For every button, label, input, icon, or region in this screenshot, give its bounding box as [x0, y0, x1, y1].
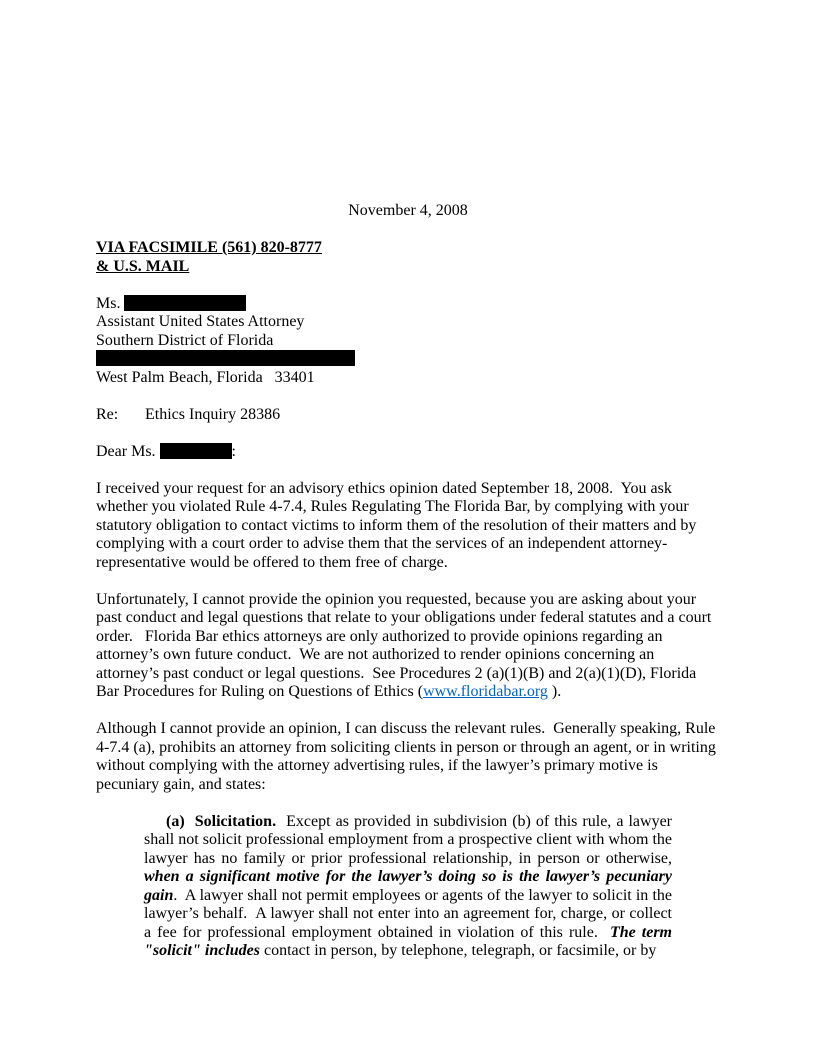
paragraph-3: Although I cannot provide an opinion, I can discuss the relevant rules. Generally speaking, Rule 4-7.4 (a), prohibits an attorney from soliciting clients in person or through an agent, or in writing without complying with the attorney advertising rules, if the lawyer’s primary motive is pecuniary gain, and states:: [96, 720, 720, 793]
recipient-name-prefix: Ms.: [96, 294, 125, 312]
recipient-org-line: Southern District of Florida: [96, 331, 274, 349]
floridabar-link[interactable]: www.floridabar.org: [423, 683, 548, 700]
letter-date: November 4, 2008: [348, 202, 468, 219]
recipient-address-block: [96, 295, 720, 388]
quote-solicit-definition-emphasis: The term "solicit" includes: [144, 923, 677, 959]
greeting-colon: :: [231, 442, 236, 460]
quote-run-1: Except as provided in subdivision (b) of this rule, a lawyer shall not solicit professional employment from a prospective client with whom the lawyer has no family or prior professional relationship, in person or otherwise,: [144, 812, 677, 867]
greeting-line: [96, 443, 720, 462]
re-line: [96, 406, 720, 425]
quote-run-3: . A lawyer shall not permit employees or agents of the lawyer to solicit in the lawyer’s behalf. A lawyer shall not enter into an agreement for, charge, or collect a fee for professional employment obtained in violation of this rule.: [144, 886, 676, 941]
redaction-box-address: [96, 350, 355, 366]
recipient-name-line: [96, 295, 720, 314]
via-us-mail-line: & U.S. MAIL: [96, 257, 190, 275]
quote-pecuniary-gain-emphasis: when a significant motive for the lawyer’s doing so is the lawyer’s pecuniary gain: [144, 868, 676, 904]
recipient-city-line: West Palm Beach, Florida 33401: [96, 368, 315, 386]
re-label: Re:: [96, 405, 119, 423]
via-facsimile-line: VIA FACSIMILE (561) 820-8777: [96, 239, 322, 256]
rule-quotation-block: [144, 812, 677, 961]
recipient-street-line: [96, 350, 720, 369]
p2-text-after-link: ).: [547, 683, 562, 700]
paragraph-1: I received your request for an advisory ethics opinion dated September 18, 2008. You ask whether you violated Rule 4-7.4, Rules Regulating The Florida Bar, by complying with your statutory obligation to contact victims to inform them of the resolution of their matters and by complying with a court order to advise them that the services of an independent attorney-representative would be offered to them free of charge.: [96, 479, 701, 571]
quote-subdivision-label: (a) Solicitation.: [166, 812, 277, 830]
redaction-box-name: [124, 295, 246, 311]
recipient-title-line: Assistant United States Attorney: [96, 313, 305, 330]
paragraph-2: [96, 591, 720, 702]
redaction-box-greeting: [160, 443, 232, 459]
delivery-method-block: [96, 239, 720, 276]
re-value: Ethics Inquiry 28386: [145, 405, 281, 423]
quote-run-5: contact in person, by telephone, telegraph, or facsimile, or by: [260, 942, 657, 959]
p2-text-before-link: Unfortunately, I cannot provide the opinion you requested, because you are asking about your past conduct and legal questions that relate to your obligations under federal statutes and a court order. Florida Bar ethics attorneys are only authorized to provide opinions regarding an attorney’s own future conduct. We are not authorized to render opinions concerning an attorney’s past conduct or legal questions. See Procedures 2 (a)(1)(B) and 2(a)(1)(D), Florida Bar Procedures for Ruling on Questions of Ethics (: [96, 590, 716, 700]
greeting-prefix: Dear Ms.: [96, 442, 160, 460]
